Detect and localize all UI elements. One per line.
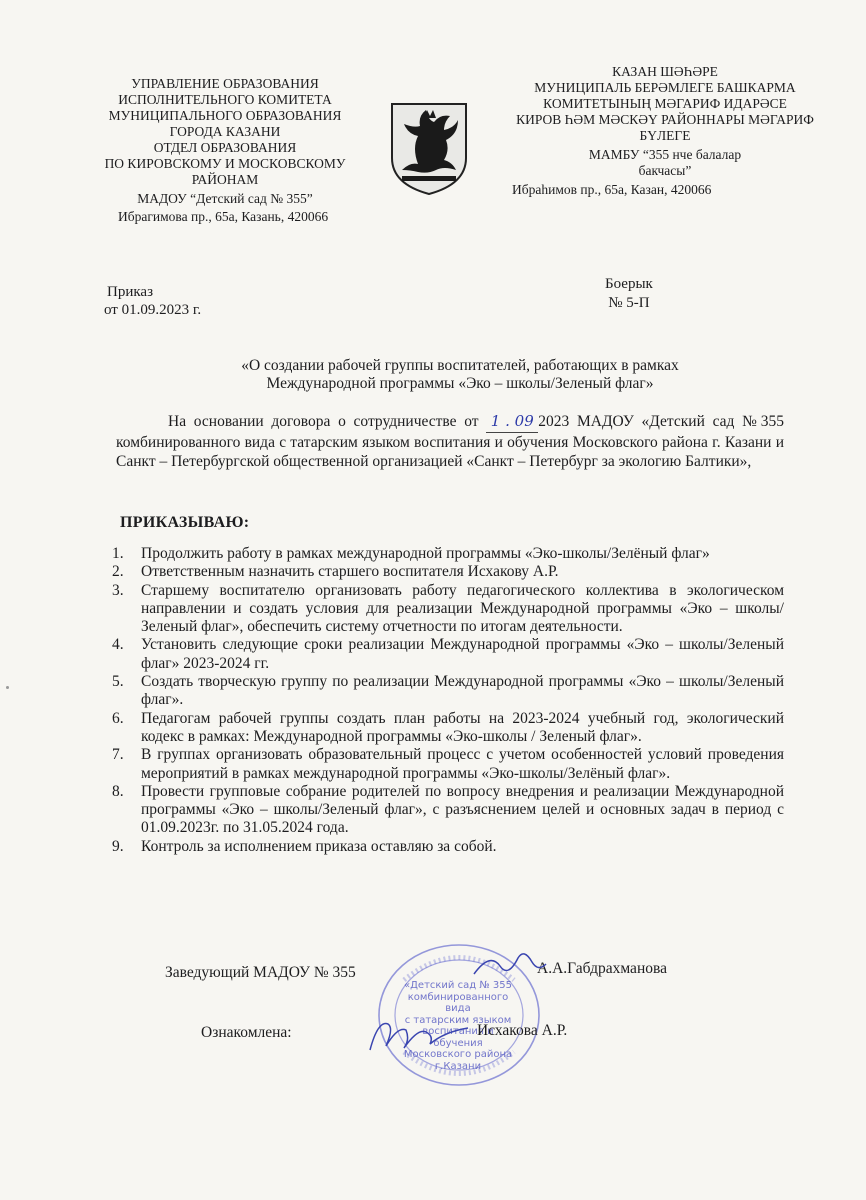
head-signature-icon — [470, 944, 550, 984]
basis-text: На основании договора о сотрудничестве от — [168, 413, 487, 430]
list-item — [108, 783, 784, 838]
header-left-address: Ибрагимова пр., 65а, Казань, 420066 — [118, 209, 329, 224]
document-title — [120, 357, 800, 393]
item-text: Установить следующие сроки реализации Международной программы «Эко – школы/Зеленый флаг» 2023-2024 гг. — [141, 636, 784, 672]
header-left-line: ГОРОДА КАЗАНИ — [169, 124, 281, 139]
header-left-line: МУНИЦИПАЛЬНОГО ОБРАЗОВАНИЯ — [108, 108, 342, 123]
header-left-line: ОТДЕЛ ОБРАЗОВАНИЯ — [153, 140, 297, 155]
list-item — [108, 563, 784, 581]
list-item — [108, 582, 784, 637]
item-number: 8. — [112, 782, 124, 800]
header-right-line: КИРОВ ҺӘМ МӘСКӘҮ РАЙОННАРЫ МӘГАРИФ — [516, 112, 814, 127]
header-right-line: КАЗАН ШӘҺӘРЕ — [612, 64, 718, 79]
header-right-line: КОМИТЕТЫНЫҢ МӘГАРИФ ИДАРӘСЕ — [543, 96, 787, 111]
header-right-org: бакчасы” — [638, 163, 692, 178]
header-left-line: ПО КИРОВСКОМУ И МОСКОВСКОМУ — [104, 156, 346, 171]
decree-heading: ПРИКАЗЫВАЮ: — [120, 514, 250, 531]
header-right-line: МУНИЦИПАЛЬ БЕРӘМЛЕГЕ БАШКАРМА — [534, 80, 796, 95]
list-item — [108, 673, 784, 710]
item-number: 3. — [112, 581, 124, 599]
stamp-line: комбинированного вида — [407, 991, 509, 1014]
scan-speck — [6, 686, 9, 689]
ack-name: Исхакова А.Р. — [477, 1022, 568, 1039]
item-number: 6. — [112, 709, 124, 727]
item-number: 2. — [112, 563, 124, 581]
header-left — [90, 76, 360, 225]
order-right — [605, 275, 653, 313]
head-name: А.А.Габдрахманова — [537, 960, 667, 977]
item-number: 9. — [112, 837, 124, 855]
item-text: Ответственным назначить старшего воспитателя Исхакову А.Р. — [141, 563, 559, 581]
item-text: Создать творческую группу по реализации Международной программы «Эко – школы/Зеленый флаг». — [141, 673, 784, 709]
header-left-org: МАДОУ “Детский сад № 355” — [137, 191, 313, 206]
list-item — [108, 710, 784, 747]
item-text: Старшему воспитателю организовать работу педагогического коллектива в экологическом направлении и создать условия для реализации Международной программы «Эко – школы/Зеленый флаг», обеспечить систему отчетности по итогам деятельности. — [141, 581, 784, 636]
stamp-line: Московского района — [403, 1049, 513, 1060]
list-item — [108, 838, 784, 856]
order-title-tatar: Боерык — [605, 276, 653, 292]
list-item — [108, 636, 784, 673]
list-item — [108, 545, 784, 563]
stamp-line: «Детский сад № 355 — [403, 980, 512, 991]
ack-label: Ознакомлена: — [201, 1024, 292, 1041]
item-text: Контроль за исполнением приказа оставляю за собой. — [141, 837, 497, 855]
list-item — [108, 746, 784, 783]
header-right-line: БҮЛЕГЕ — [639, 128, 691, 143]
item-text: Педагогам рабочей группы создать план работы на 2023-2024 учебный год, экологический кодекс в рамках: Международной программы «Эко-школы / Зеленый флаг». — [141, 709, 784, 745]
stamp-line: г.Казани — [434, 1060, 482, 1072]
item-text: В группах организовать образовательный процесс с учетом особенностей условий проведения мероприятий в рамках международной программы «Эко-школы/Зелёный флаг». — [141, 746, 784, 782]
header-left-line: УПРАВЛЕНИЕ ОБРАЗОВАНИЯ — [131, 76, 319, 91]
decree-items — [108, 545, 784, 856]
order-number: № 5-П — [608, 295, 650, 311]
header-left-line: ИСПОЛНИТЕЛЬНОГО КОМИТЕТА — [118, 92, 332, 107]
item-text: Провести групповые собрание родителей по вопросу внедрения и реализации Международной программы «Эко – школы/Зеленый флаг», с разъяснением целей и основных задач в период с 01.09.2023г. по 31.05.2024 года. — [141, 782, 784, 837]
order-title: Приказ — [107, 284, 154, 300]
ack-signature-icon — [364, 1010, 474, 1060]
title-line: «О создании рабочей группы воспитателей, работающих в рамках — [241, 357, 679, 374]
title-line: Международной программы «Эко – школы/Зеленый флаг» — [266, 375, 654, 392]
item-number: 4. — [112, 636, 124, 654]
handwritten-date: 1 . 09 — [486, 412, 538, 433]
item-text: Продолжить работу в рамках международной программы «Эко-школы/Зелёный флаг» — [141, 545, 710, 562]
item-number: 7. — [112, 746, 124, 764]
stamp-line: с татарским языком — [404, 1014, 512, 1026]
header-left-line: РАЙОНАМ — [191, 172, 259, 187]
item-number: 5. — [112, 673, 124, 691]
stamp-line: воспитания и обучения — [422, 1026, 494, 1049]
basis-text: 2023 МАДОУ «Детский сад №355 комбинированного вида с татарским языком воспитания и обучения Московского района г. Казани и Санкт – Петербургской общественной организацией «Санкт – Петербург за экологию Балтики», — [116, 413, 784, 470]
header-right-address: Ибраһимов пр., 65а, Казан, 420066 — [512, 182, 712, 197]
header-right — [500, 64, 830, 198]
order-date: от 01.09.2023 г. — [104, 302, 202, 318]
order-left — [104, 283, 201, 319]
kazan-coat-of-arms-icon — [388, 100, 470, 196]
header-right-org: МАМБУ “355 нче балалар — [588, 147, 742, 162]
basis-paragraph — [116, 412, 784, 472]
item-number: 1. — [112, 545, 124, 562]
head-title: Заведующий МАДОУ № 355 — [165, 964, 356, 981]
